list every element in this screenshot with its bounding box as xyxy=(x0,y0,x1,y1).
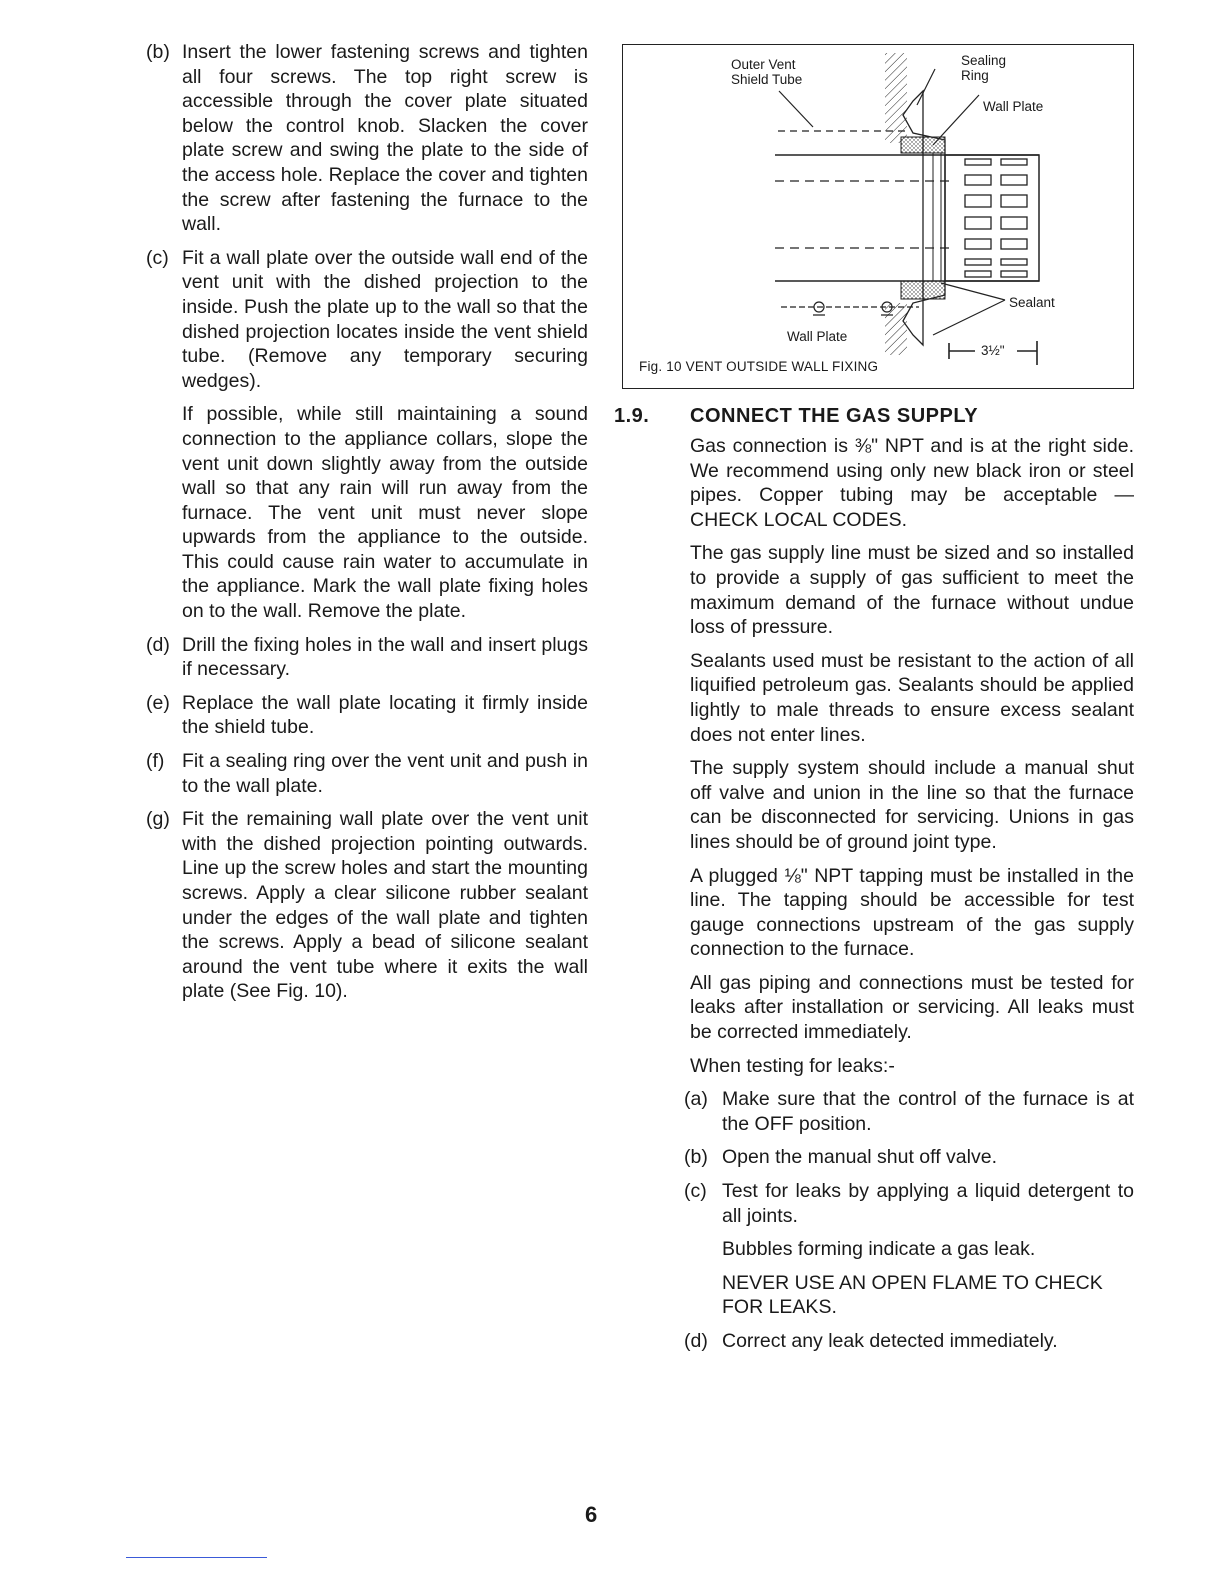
dimension-label: 3½" xyxy=(981,343,1005,358)
list-item xyxy=(614,1329,1134,1354)
step-label: (d) xyxy=(684,1330,708,1352)
paragraph: All gas piping and connections must be tested for leaks after installation or servicing. All leaks must be corrected immediately. xyxy=(690,971,1134,1044)
list-item xyxy=(146,633,588,682)
left-column xyxy=(146,40,588,1013)
vent-diagram xyxy=(623,45,1135,390)
list-item xyxy=(614,1145,1134,1170)
item-label: (d) xyxy=(146,633,170,656)
wall-plate-bottom-label: Wall Plate xyxy=(787,329,848,344)
list-item xyxy=(614,1179,1134,1228)
section-title: CONNECT THE GAS SUPPLY xyxy=(690,405,979,427)
outer-vent-label: Outer Vent xyxy=(731,57,796,72)
step-text: Correct any leak detected immediately. xyxy=(722,1330,1058,1352)
list-item xyxy=(146,246,588,394)
step-label: (c) xyxy=(684,1180,707,1203)
list-item xyxy=(146,40,588,237)
paragraph: The supply system should include a manual shut off valve and union in the line so that the furnace can be disconnected for servicing. Unions in gas lines should be of ground joint type. xyxy=(690,757,1134,853)
item-text: Insert the lower fastening screws and tighten all four screws. The top right screw is accessible through the cover plate situated below the control knob. Slacken the cover plate screw and swing the plate to the side of the access hole. Replace the cover and tighten the screw after fastening the furnace to the wall. xyxy=(182,41,588,236)
item-text: Drill the fixing holes in the wall and insert plugs if necessary. xyxy=(182,633,588,681)
step-label: (b) xyxy=(684,1146,708,1169)
sealing-label: Sealing xyxy=(961,53,1007,68)
item-label: (g) xyxy=(146,808,170,831)
section-number: 1.9. xyxy=(614,405,650,427)
list-item xyxy=(614,1087,1134,1136)
item-text: Fit the remaining wall plate over the vent unit with the dished projection pointing outwards. Line up the screw holes and start the mounting screws. Apply a clear silicone rubber sealant under the edges of the wall plate and tighten the screws. Apply a bead of silicone sealant around the vent tube where it exits the wall plate (See Fig. 10). xyxy=(182,808,588,1003)
paragraph: Gas connection is ⅜" NPT and is at the right side. We recommend using only new black iron or steel pipes. Copper tubing may be acceptable — CHECK LOCAL CODES. xyxy=(690,435,1134,531)
item-text: Fit a wall plate over the outside wall end of the vent unit with the dished projection to the inside. Push the plate up to the wall so that the dished projection locates inside the vent shield tube. (Remove any temporary securing wedges). xyxy=(182,246,588,392)
wall-plate-top-label: Wall Plate xyxy=(983,99,1044,114)
figure-caption: Fig. 10 VENT OUTSIDE WALL FIXING xyxy=(639,359,879,374)
item-text: Replace the wall plate locating it firmly inside the shield tube. xyxy=(182,691,588,739)
list-item xyxy=(146,691,588,740)
shield-tube-label: Shield Tube xyxy=(731,72,803,87)
item-label: (f) xyxy=(146,750,165,773)
step-text: Test for leaks by applying a liquid detergent to all joints. xyxy=(722,1180,1134,1227)
paragraph: Sealants used must be resistant to the action of all liquified petroleum gas. Sealants should be applied lightly to male threads to ensure excess sealant does not enter lines. xyxy=(690,649,1134,746)
footer-rule xyxy=(126,1557,267,1558)
step-text: Make sure that the control of the furnace is at the OFF position. xyxy=(722,1088,1134,1135)
step-label: (a) xyxy=(684,1088,708,1111)
list-item xyxy=(146,749,588,798)
item-label: (b) xyxy=(146,41,170,63)
paragraph: When testing for leaks:- xyxy=(690,1054,895,1077)
page-number: 6 xyxy=(585,1502,598,1527)
paragraph: The gas supply line must be sized and so installed to provide a supply of gas sufficient to meet the maximum demand of the furnace without undue loss of pressure. xyxy=(690,542,1134,639)
ring-label: Ring xyxy=(961,68,989,83)
right-column xyxy=(614,405,1134,1363)
paragraph: A plugged ⅛" NPT tapping must be installed in the line. The tapping should be accessible for test gauge connections upstream of the gas supply connection to the furnace. xyxy=(690,864,1134,961)
list-item xyxy=(146,807,588,1004)
item-text: Fit a sealing ring over the vent unit and push in to the wall plate. xyxy=(182,750,588,797)
step-text: Open the manual shut off valve. xyxy=(722,1146,997,1169)
vent-fixing-figure xyxy=(622,44,1134,389)
item-c-paragraph: If possible, while still maintaining a sound connection to the appliance collars, slope the vent unit down slightly away from the outside wall so that any rain will run away from the furnace. The vent unit must never slope upwards from the appliance to the outside. This could cause rain water to accumulate in the appliance. Mark the wall plate fixing holes on to the wall. Remove the plate. xyxy=(182,403,588,623)
item-label: (c) xyxy=(146,246,169,269)
sealant-label: Sealant xyxy=(1009,295,1055,310)
item-label: (e) xyxy=(146,691,170,714)
step-c-note: Bubbles forming indicate a gas leak. xyxy=(722,1238,1036,1261)
step-c-warning: NEVER USE AN OPEN FLAME TO CHECK FOR LEAKS. xyxy=(722,1271,1103,1319)
section-heading xyxy=(614,405,1134,428)
